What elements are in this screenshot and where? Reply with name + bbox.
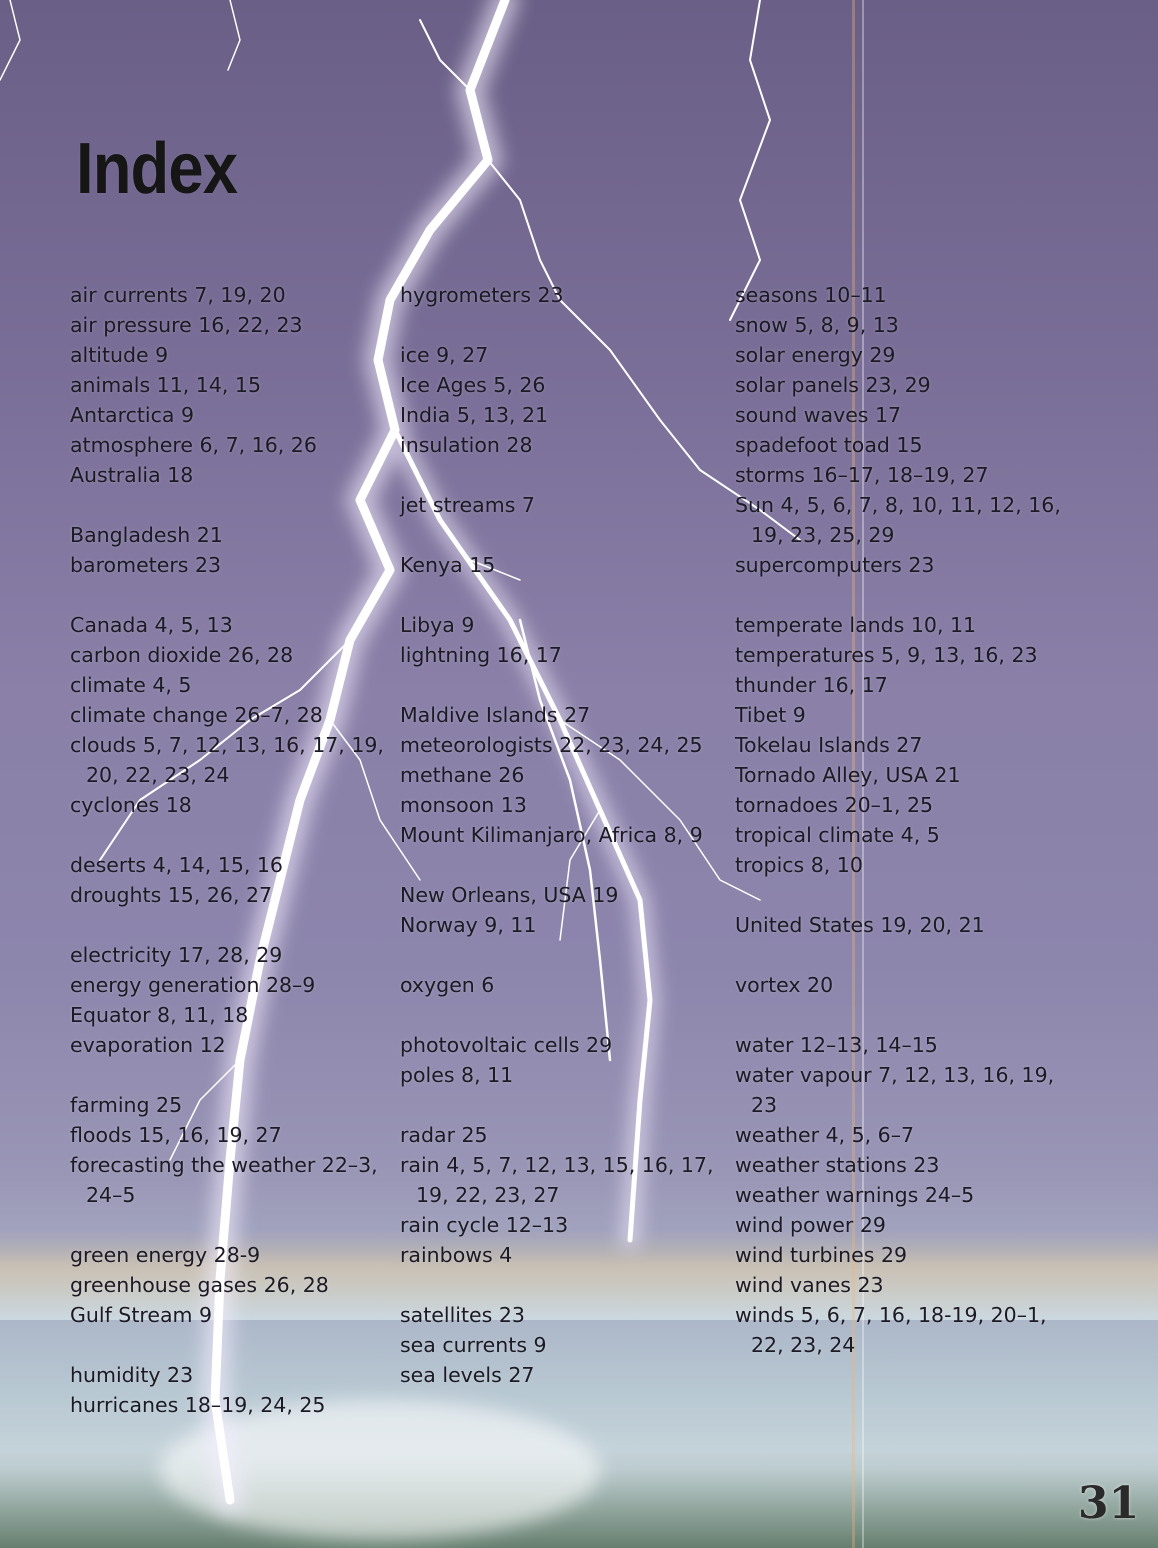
index-entry: meteorologists 22, 23, 24, 25 (400, 733, 703, 757)
index-entry: Antarctica 9 (70, 403, 194, 427)
index-entry: evaporation 12 (70, 1033, 226, 1057)
index-entry: climate 4, 5 (70, 673, 192, 697)
index-gap (400, 1270, 730, 1300)
index-entry: wind turbines 29 (735, 1243, 908, 1267)
index-entry: air currents 7, 19, 20 (70, 283, 286, 307)
index-entry: tornadoes 20–1, 25 (735, 793, 934, 817)
index-entry: Ice Ages 5, 26 (400, 373, 546, 397)
index-entry: radar 25 (400, 1123, 488, 1147)
index-entry: satellites 23 (400, 1303, 525, 1327)
index-column-3 (735, 280, 1065, 1360)
index-gap (70, 1330, 400, 1360)
index-entry: Sun 4, 5, 6, 7, 8, 10, 11, 12, 16, 19, 23, 25, 29 (735, 493, 1061, 547)
index-entry: greenhouse gases 26, 28 (70, 1273, 329, 1297)
index-gap (70, 910, 400, 940)
index-entry: vortex 20 (735, 973, 834, 997)
index-entry: sea currents 9 (400, 1333, 547, 1357)
index-entry: barometers 23 (70, 553, 222, 577)
index-entry: tropics 8, 10 (735, 853, 863, 877)
index-entry: monsoon 13 (400, 793, 527, 817)
index-entry: green energy 28-9 (70, 1243, 261, 1267)
index-gap (70, 1210, 400, 1240)
index-gap (400, 1090, 730, 1120)
index-entry: India 5, 13, 21 (400, 403, 549, 427)
index-entry: solar energy 29 (735, 343, 896, 367)
index-entry: weather warnings 24–5 (735, 1183, 975, 1207)
index-gap (400, 310, 730, 340)
index-entry: Australia 18 (70, 463, 194, 487)
index-entry: Bangladesh 21 (70, 523, 223, 547)
index-entry: hurricanes 18–19, 24, 25 (70, 1393, 326, 1417)
index-entry: photovoltaic cells 29 (400, 1033, 613, 1057)
index-gap (400, 670, 730, 700)
index-entry: Tokelau Islands 27 (735, 733, 923, 757)
index-entry: wind power 29 (735, 1213, 886, 1237)
index-entry: poles 8, 11 (400, 1063, 514, 1087)
index-gap (400, 1000, 730, 1030)
index-entry: jet streams 7 (400, 493, 535, 517)
index-entry: Tibet 9 (735, 703, 806, 727)
index-entry: Gulf Stream 9 (70, 1303, 213, 1327)
index-entry: lightning 16, 17 (400, 643, 562, 667)
index-entry: oxygen 6 (400, 973, 495, 997)
index-entry: Kenya 15 (400, 553, 496, 577)
index-entry: sea levels 27 (400, 1363, 535, 1387)
index-entry: water 12–13, 14–15 (735, 1033, 938, 1057)
index-entry: farming 25 (70, 1093, 183, 1117)
index-entry: Equator 8, 11, 18 (70, 1003, 249, 1027)
index-entry: deserts 4, 14, 15, 16 (70, 853, 283, 877)
index-gap (735, 1000, 1065, 1030)
index-entry: rain cycle 12–13 (400, 1213, 569, 1237)
index-entry: tropical climate 4, 5 (735, 823, 940, 847)
index-gap (70, 490, 400, 520)
index-column-2 (400, 280, 730, 1390)
index-entry: water vapour 7, 12, 13, 16, 19, 23 (735, 1063, 1055, 1117)
index-gap (400, 940, 730, 970)
index-gap (400, 850, 730, 880)
index-entry: droughts 15, 26, 27 (70, 883, 273, 907)
index-entry: seasons 10–11 (735, 283, 887, 307)
index-entry: altitude 9 (70, 343, 169, 367)
index-gap (400, 520, 730, 550)
index-entry: atmosphere 6, 7, 16, 26 (70, 433, 317, 457)
index-entry: climate change 26–7, 28 (70, 703, 323, 727)
index-entry: Tornado Alley, USA 21 (735, 763, 961, 787)
index-entry: hygrometers 23 (400, 283, 564, 307)
index-entry: Maldive Islands 27 (400, 703, 591, 727)
index-entry: Mount Kilimanjaro, Africa 8, 9 (400, 823, 703, 847)
index-entry: animals 11, 14, 15 (70, 373, 261, 397)
index-entry: thunder 16, 17 (735, 673, 888, 697)
index-entry: humidity 23 (70, 1363, 194, 1387)
page-title: Index (76, 129, 238, 209)
index-entry: forecasting the weather 22–3, 24–5 (70, 1153, 378, 1207)
index-entry: sound waves 17 (735, 403, 902, 427)
index-entry: rainbows 4 (400, 1243, 513, 1267)
index-entry: clouds 5, 7, 12, 13, 16, 17, 19, 20, 22, 23, 24 (70, 733, 384, 787)
index-column-1 (70, 280, 400, 1420)
index-entry: spadefoot toad 15 (735, 433, 923, 457)
index-entry: New Orleans, USA 19 (400, 883, 619, 907)
index-entry: temperatures 5, 9, 13, 16, 23 (735, 643, 1038, 667)
index-entry: wind vanes 23 (735, 1273, 884, 1297)
index-gap (400, 460, 730, 490)
index-entry: electricity 17, 28, 29 (70, 943, 283, 967)
index-entry: snow 5, 8, 9, 13 (735, 313, 899, 337)
index-entry: supercomputers 23 (735, 553, 935, 577)
index-entry: floods 15, 16, 19, 27 (70, 1123, 282, 1147)
index-entry: storms 16–17, 18–19, 27 (735, 463, 989, 487)
index-entry: carbon dioxide 26, 28 (70, 643, 294, 667)
index-gap (400, 580, 730, 610)
index-entry: United States 19, 20, 21 (735, 913, 985, 937)
index-entry: rain 4, 5, 7, 12, 13, 15, 16, 17, 19, 22, 23, 27 (400, 1153, 714, 1207)
page-number: 31 (1078, 1478, 1140, 1529)
index-entry: cyclones 18 (70, 793, 192, 817)
index-entry: winds 5, 6, 7, 16, 18-19, 20–1, 22, 23, 24 (735, 1303, 1047, 1357)
index-gap (735, 940, 1065, 970)
index-entry: temperate lands 10, 11 (735, 613, 977, 637)
index-gap (70, 820, 400, 850)
index-entry: air pressure 16, 22, 23 (70, 313, 303, 337)
index-gap (735, 880, 1065, 910)
index-entry: ice 9, 27 (400, 343, 489, 367)
index-gap (735, 580, 1065, 610)
index-entry: Canada 4, 5, 13 (70, 613, 233, 637)
index-entry: solar panels 23, 29 (735, 373, 931, 397)
index-entry: weather stations 23 (735, 1153, 940, 1177)
index-entry: Norway 9, 11 (400, 913, 537, 937)
index-entry: insulation 28 (400, 433, 533, 457)
index-entry: Libya 9 (400, 613, 475, 637)
index-gap (70, 1060, 400, 1090)
index-gap (70, 580, 400, 610)
index-entry: weather 4, 5, 6–7 (735, 1123, 915, 1147)
index-entry: energy generation 28–9 (70, 973, 316, 997)
index-entry: methane 26 (400, 763, 525, 787)
